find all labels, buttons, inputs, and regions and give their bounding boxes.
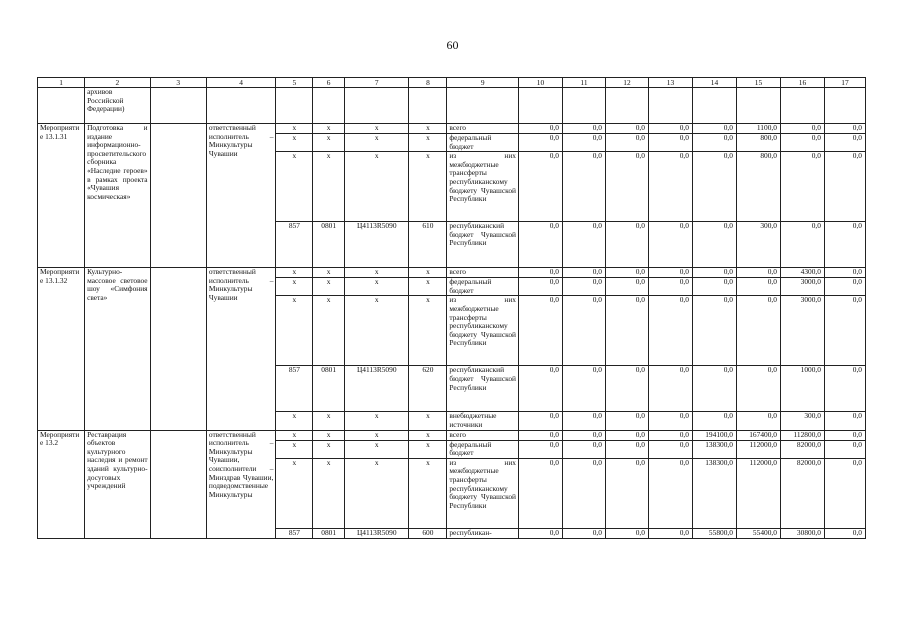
grbs-code: x bbox=[276, 124, 313, 134]
amount-cell: 82000,0 bbox=[780, 440, 824, 458]
amount-cell: 0,0 bbox=[692, 222, 736, 268]
expense-type: x bbox=[409, 412, 447, 430]
amount-cell: 0,0 bbox=[824, 528, 865, 538]
amount-cell: 0,0 bbox=[518, 152, 562, 222]
section-code: x bbox=[313, 268, 345, 278]
continuation-text: архивов Российской Федерации) bbox=[85, 88, 151, 124]
amount-cell: 0,0 bbox=[692, 412, 736, 430]
expense-type: 610 bbox=[409, 222, 447, 268]
expense-type: x bbox=[409, 440, 447, 458]
amount-cell: 0,0 bbox=[824, 430, 865, 440]
amount-cell: 0,0 bbox=[648, 152, 692, 222]
target-article: Ц4113R5090 bbox=[345, 222, 409, 268]
amount-cell: 0,0 bbox=[824, 268, 865, 278]
target-article: x bbox=[345, 296, 409, 366]
amount-cell: 0,0 bbox=[562, 366, 605, 412]
amount-cell: 800,0 bbox=[736, 152, 780, 222]
amount-cell: 0,0 bbox=[824, 278, 865, 296]
expense-type: x bbox=[409, 124, 447, 134]
amount-cell: 0,0 bbox=[824, 366, 865, 412]
funding-source: федеральный бюджет bbox=[447, 440, 519, 458]
header-cell: 2 bbox=[85, 78, 151, 88]
continuation-row bbox=[38, 88, 866, 124]
grbs-code: x bbox=[276, 458, 313, 528]
target-article: Ц4113R5090 bbox=[345, 528, 409, 538]
funding-source: всего bbox=[447, 268, 519, 278]
amount-cell: 0,0 bbox=[736, 268, 780, 278]
funding-source: всего bbox=[447, 430, 519, 440]
header-cell: 4 bbox=[206, 78, 276, 88]
measure-description: Подготовка и издание информационно-просветительского сборника «Наследие героев» в рамках проекта «Чувашия космическая» bbox=[85, 124, 151, 268]
section-code: x bbox=[313, 440, 345, 458]
amount-cell: 0,0 bbox=[648, 430, 692, 440]
amount-cell: 0,0 bbox=[518, 134, 562, 152]
amount-cell: 30800,0 bbox=[780, 528, 824, 538]
amount-cell: 0,0 bbox=[605, 412, 648, 430]
funding-source: внебюджетные источники bbox=[447, 412, 519, 430]
table-header-row bbox=[38, 78, 866, 88]
grbs-code: x bbox=[276, 278, 313, 296]
section-code: x bbox=[313, 458, 345, 528]
target-article: x bbox=[345, 412, 409, 430]
amount-cell: 0,0 bbox=[692, 278, 736, 296]
amount-cell: 0,0 bbox=[824, 152, 865, 222]
amount-cell: 0,0 bbox=[692, 296, 736, 366]
table-row bbox=[38, 124, 866, 134]
expense-type: x bbox=[409, 152, 447, 222]
table-row bbox=[38, 268, 866, 278]
amount-cell: 138300,0 bbox=[692, 458, 736, 528]
amount-cell: 0,0 bbox=[824, 222, 865, 268]
amount-cell: 112800,0 bbox=[780, 430, 824, 440]
amount-cell: 0,0 bbox=[518, 430, 562, 440]
header-cell: 10 bbox=[518, 78, 562, 88]
amount-cell: 0,0 bbox=[605, 278, 648, 296]
target-article: x bbox=[345, 440, 409, 458]
header-cell: 7 bbox=[345, 78, 409, 88]
section-code: x bbox=[313, 152, 345, 222]
funding-source: из них межбюджетные трансферты республиканскому бюджету Чувашской Республики bbox=[447, 152, 519, 222]
amount-cell: 0,0 bbox=[518, 124, 562, 134]
section-code: x bbox=[313, 278, 345, 296]
amount-cell: 0,0 bbox=[824, 412, 865, 430]
amount-cell: 0,0 bbox=[736, 278, 780, 296]
section-code: 0801 bbox=[313, 366, 345, 412]
amount-cell: 0,0 bbox=[648, 528, 692, 538]
amount-cell: 0,0 bbox=[648, 222, 692, 268]
amount-cell: 4300,0 bbox=[780, 268, 824, 278]
amount-cell: 0,0 bbox=[605, 458, 648, 528]
measure-description: Реставрация объектов культурного наследия и ремонт зданий культурно-досуговых учреждений bbox=[85, 430, 151, 538]
amount-cell: 0,0 bbox=[518, 296, 562, 366]
amount-cell: 138300,0 bbox=[692, 440, 736, 458]
amount-cell: 1000,0 bbox=[780, 366, 824, 412]
grbs-code: x bbox=[276, 134, 313, 152]
grbs-code: x bbox=[276, 412, 313, 430]
target-article: x bbox=[345, 134, 409, 152]
funding-source: республиканский бюджет Чувашской Республики bbox=[447, 222, 519, 268]
section-code: x bbox=[313, 430, 345, 440]
responsible-executor: ответственный исполнитель – Минкультуры Чувашии bbox=[206, 268, 276, 430]
amount-cell: 0,0 bbox=[648, 296, 692, 366]
page-number: 60 bbox=[446, 38, 459, 52]
amount-cell: 112000,0 bbox=[736, 440, 780, 458]
header-cell: 9 bbox=[447, 78, 519, 88]
amount-cell: 0,0 bbox=[648, 278, 692, 296]
amount-cell: 0,0 bbox=[824, 296, 865, 366]
amount-cell: 0,0 bbox=[605, 134, 648, 152]
target-article: x bbox=[345, 430, 409, 440]
amount-cell: 0,0 bbox=[562, 430, 605, 440]
amount-cell: 3000,0 bbox=[780, 296, 824, 366]
amount-cell: 0,0 bbox=[562, 152, 605, 222]
amount-cell: 55400,0 bbox=[736, 528, 780, 538]
header-cell: 11 bbox=[562, 78, 605, 88]
grbs-code: x bbox=[276, 440, 313, 458]
amount-cell: 0,0 bbox=[648, 412, 692, 430]
target-article: x bbox=[345, 268, 409, 278]
header-cell: 5 bbox=[276, 78, 313, 88]
header-cell: 8 bbox=[409, 78, 447, 88]
amount-cell: 0,0 bbox=[780, 134, 824, 152]
amount-cell: 0,0 bbox=[824, 134, 865, 152]
grbs-code: 857 bbox=[276, 528, 313, 538]
amount-cell: 0,0 bbox=[648, 124, 692, 134]
amount-cell: 0,0 bbox=[824, 458, 865, 528]
funding-source: федеральный бюджет bbox=[447, 278, 519, 296]
section-code: x bbox=[313, 134, 345, 152]
amount-cell: 0,0 bbox=[605, 296, 648, 366]
header-cell: 1 bbox=[38, 78, 85, 88]
amount-cell: 0,0 bbox=[736, 412, 780, 430]
measure-name: Мероприятие 13.2 bbox=[38, 430, 85, 538]
amount-cell: 0,0 bbox=[736, 366, 780, 412]
amount-cell: 300,0 bbox=[736, 222, 780, 268]
target-article: x bbox=[345, 124, 409, 134]
col3-empty bbox=[150, 430, 206, 538]
target-article: x bbox=[345, 458, 409, 528]
amount-cell: 0,0 bbox=[692, 268, 736, 278]
budget-table bbox=[37, 77, 866, 539]
amount-cell: 0,0 bbox=[605, 440, 648, 458]
target-article: x bbox=[345, 278, 409, 296]
amount-cell: 0,0 bbox=[780, 222, 824, 268]
amount-cell: 0,0 bbox=[562, 124, 605, 134]
funding-source: всего bbox=[447, 124, 519, 134]
amount-cell: 55800,0 bbox=[692, 528, 736, 538]
amount-cell: 0,0 bbox=[518, 222, 562, 268]
amount-cell: 0,0 bbox=[605, 222, 648, 268]
amount-cell: 0,0 bbox=[824, 124, 865, 134]
funding-source: из них межбюджетные трансферты республиканскому бюджету Чувашской Республики bbox=[447, 458, 519, 528]
amount-cell: 0,0 bbox=[736, 296, 780, 366]
section-code: 0801 bbox=[313, 222, 345, 268]
amount-cell: 0,0 bbox=[518, 278, 562, 296]
amount-cell: 0,0 bbox=[518, 366, 562, 412]
grbs-code: x bbox=[276, 296, 313, 366]
amount-cell: 0,0 bbox=[692, 366, 736, 412]
amount-cell: 0,0 bbox=[518, 412, 562, 430]
amount-cell: 167400,0 bbox=[736, 430, 780, 440]
amount-cell: 0,0 bbox=[648, 440, 692, 458]
amount-cell: 0,0 bbox=[518, 268, 562, 278]
amount-cell: 0,0 bbox=[605, 268, 648, 278]
amount-cell: 0,0 bbox=[824, 440, 865, 458]
measure-name: Мероприятие 13.1.31 bbox=[38, 124, 85, 268]
amount-cell: 0,0 bbox=[562, 296, 605, 366]
header-cell: 6 bbox=[313, 78, 345, 88]
header-cell: 17 bbox=[824, 78, 865, 88]
amount-cell: 0,0 bbox=[562, 222, 605, 268]
header-cell: 12 bbox=[605, 78, 648, 88]
col3-empty bbox=[150, 268, 206, 430]
target-article: x bbox=[345, 152, 409, 222]
measure-name: Мероприятие 13.1.32 bbox=[38, 268, 85, 430]
amount-cell: 0,0 bbox=[605, 366, 648, 412]
amount-cell: 0,0 bbox=[692, 152, 736, 222]
amount-cell: 0,0 bbox=[648, 268, 692, 278]
expense-type: x bbox=[409, 458, 447, 528]
section-code: 0801 bbox=[313, 528, 345, 538]
amount-cell: 3000,0 bbox=[780, 278, 824, 296]
table-row bbox=[38, 430, 866, 440]
amount-cell: 0,0 bbox=[562, 134, 605, 152]
header-cell: 16 bbox=[780, 78, 824, 88]
amount-cell: 0,0 bbox=[562, 412, 605, 430]
amount-cell: 0,0 bbox=[562, 440, 605, 458]
funding-source: федеральный бюджет bbox=[447, 134, 519, 152]
expense-type: x bbox=[409, 278, 447, 296]
amount-cell: 0,0 bbox=[562, 278, 605, 296]
amount-cell: 0,0 bbox=[562, 268, 605, 278]
amount-cell: 0,0 bbox=[605, 528, 648, 538]
amount-cell: 800,0 bbox=[736, 134, 780, 152]
amount-cell: 0,0 bbox=[648, 366, 692, 412]
expense-type: 600 bbox=[409, 528, 447, 538]
amount-cell: 1100,0 bbox=[736, 124, 780, 134]
col3-empty bbox=[150, 124, 206, 268]
expense-type: x bbox=[409, 430, 447, 440]
amount-cell: 0,0 bbox=[518, 528, 562, 538]
amount-cell: 194100,0 bbox=[692, 430, 736, 440]
amount-cell: 0,0 bbox=[648, 458, 692, 528]
amount-cell: 0,0 bbox=[780, 124, 824, 134]
amount-cell: 112000,0 bbox=[736, 458, 780, 528]
funding-source: республиканский бюджет Чувашской Республики bbox=[447, 366, 519, 412]
header-cell: 13 bbox=[648, 78, 692, 88]
amount-cell: 0,0 bbox=[692, 124, 736, 134]
amount-cell: 0,0 bbox=[605, 124, 648, 134]
amount-cell: 0,0 bbox=[562, 528, 605, 538]
expense-type: 620 bbox=[409, 366, 447, 412]
amount-cell: 0,0 bbox=[605, 152, 648, 222]
funding-source: республикан- bbox=[447, 528, 519, 538]
funding-source: из них межбюджетные трансферты республиканскому бюджету Чувашской Республики bbox=[447, 296, 519, 366]
amount-cell: 0,0 bbox=[518, 440, 562, 458]
section-code: x bbox=[313, 124, 345, 134]
expense-type: x bbox=[409, 268, 447, 278]
expense-type: x bbox=[409, 296, 447, 366]
amount-cell: 0,0 bbox=[780, 152, 824, 222]
responsible-executor: ответственный исполнитель – Минкультуры Чувашии bbox=[206, 124, 276, 268]
target-article: Ц4113R5090 bbox=[345, 366, 409, 412]
section-code: x bbox=[313, 412, 345, 430]
amount-cell: 0,0 bbox=[562, 458, 605, 528]
section-code: x bbox=[313, 296, 345, 366]
grbs-code: x bbox=[276, 152, 313, 222]
amount-cell: 0,0 bbox=[605, 430, 648, 440]
grbs-code: 857 bbox=[276, 222, 313, 268]
expense-type: x bbox=[409, 134, 447, 152]
grbs-code: x bbox=[276, 430, 313, 440]
responsible-executor: ответственный исполнитель – Минкультуры Чувашии, соисполнители – Минздрав Чувашии, подведомственные Минкультуры bbox=[206, 430, 276, 538]
amount-cell: 300,0 bbox=[780, 412, 824, 430]
header-cell: 14 bbox=[692, 78, 736, 88]
measure-description: Культурно-массовое световое шоу «Симфония света» bbox=[85, 268, 151, 430]
header-cell: 15 bbox=[736, 78, 780, 88]
grbs-code: x bbox=[276, 268, 313, 278]
amount-cell: 0,0 bbox=[692, 134, 736, 152]
amount-cell: 0,0 bbox=[518, 458, 562, 528]
amount-cell: 0,0 bbox=[648, 134, 692, 152]
amount-cell: 82000,0 bbox=[780, 458, 824, 528]
header-cell: 3 bbox=[150, 78, 206, 88]
grbs-code: 857 bbox=[276, 366, 313, 412]
